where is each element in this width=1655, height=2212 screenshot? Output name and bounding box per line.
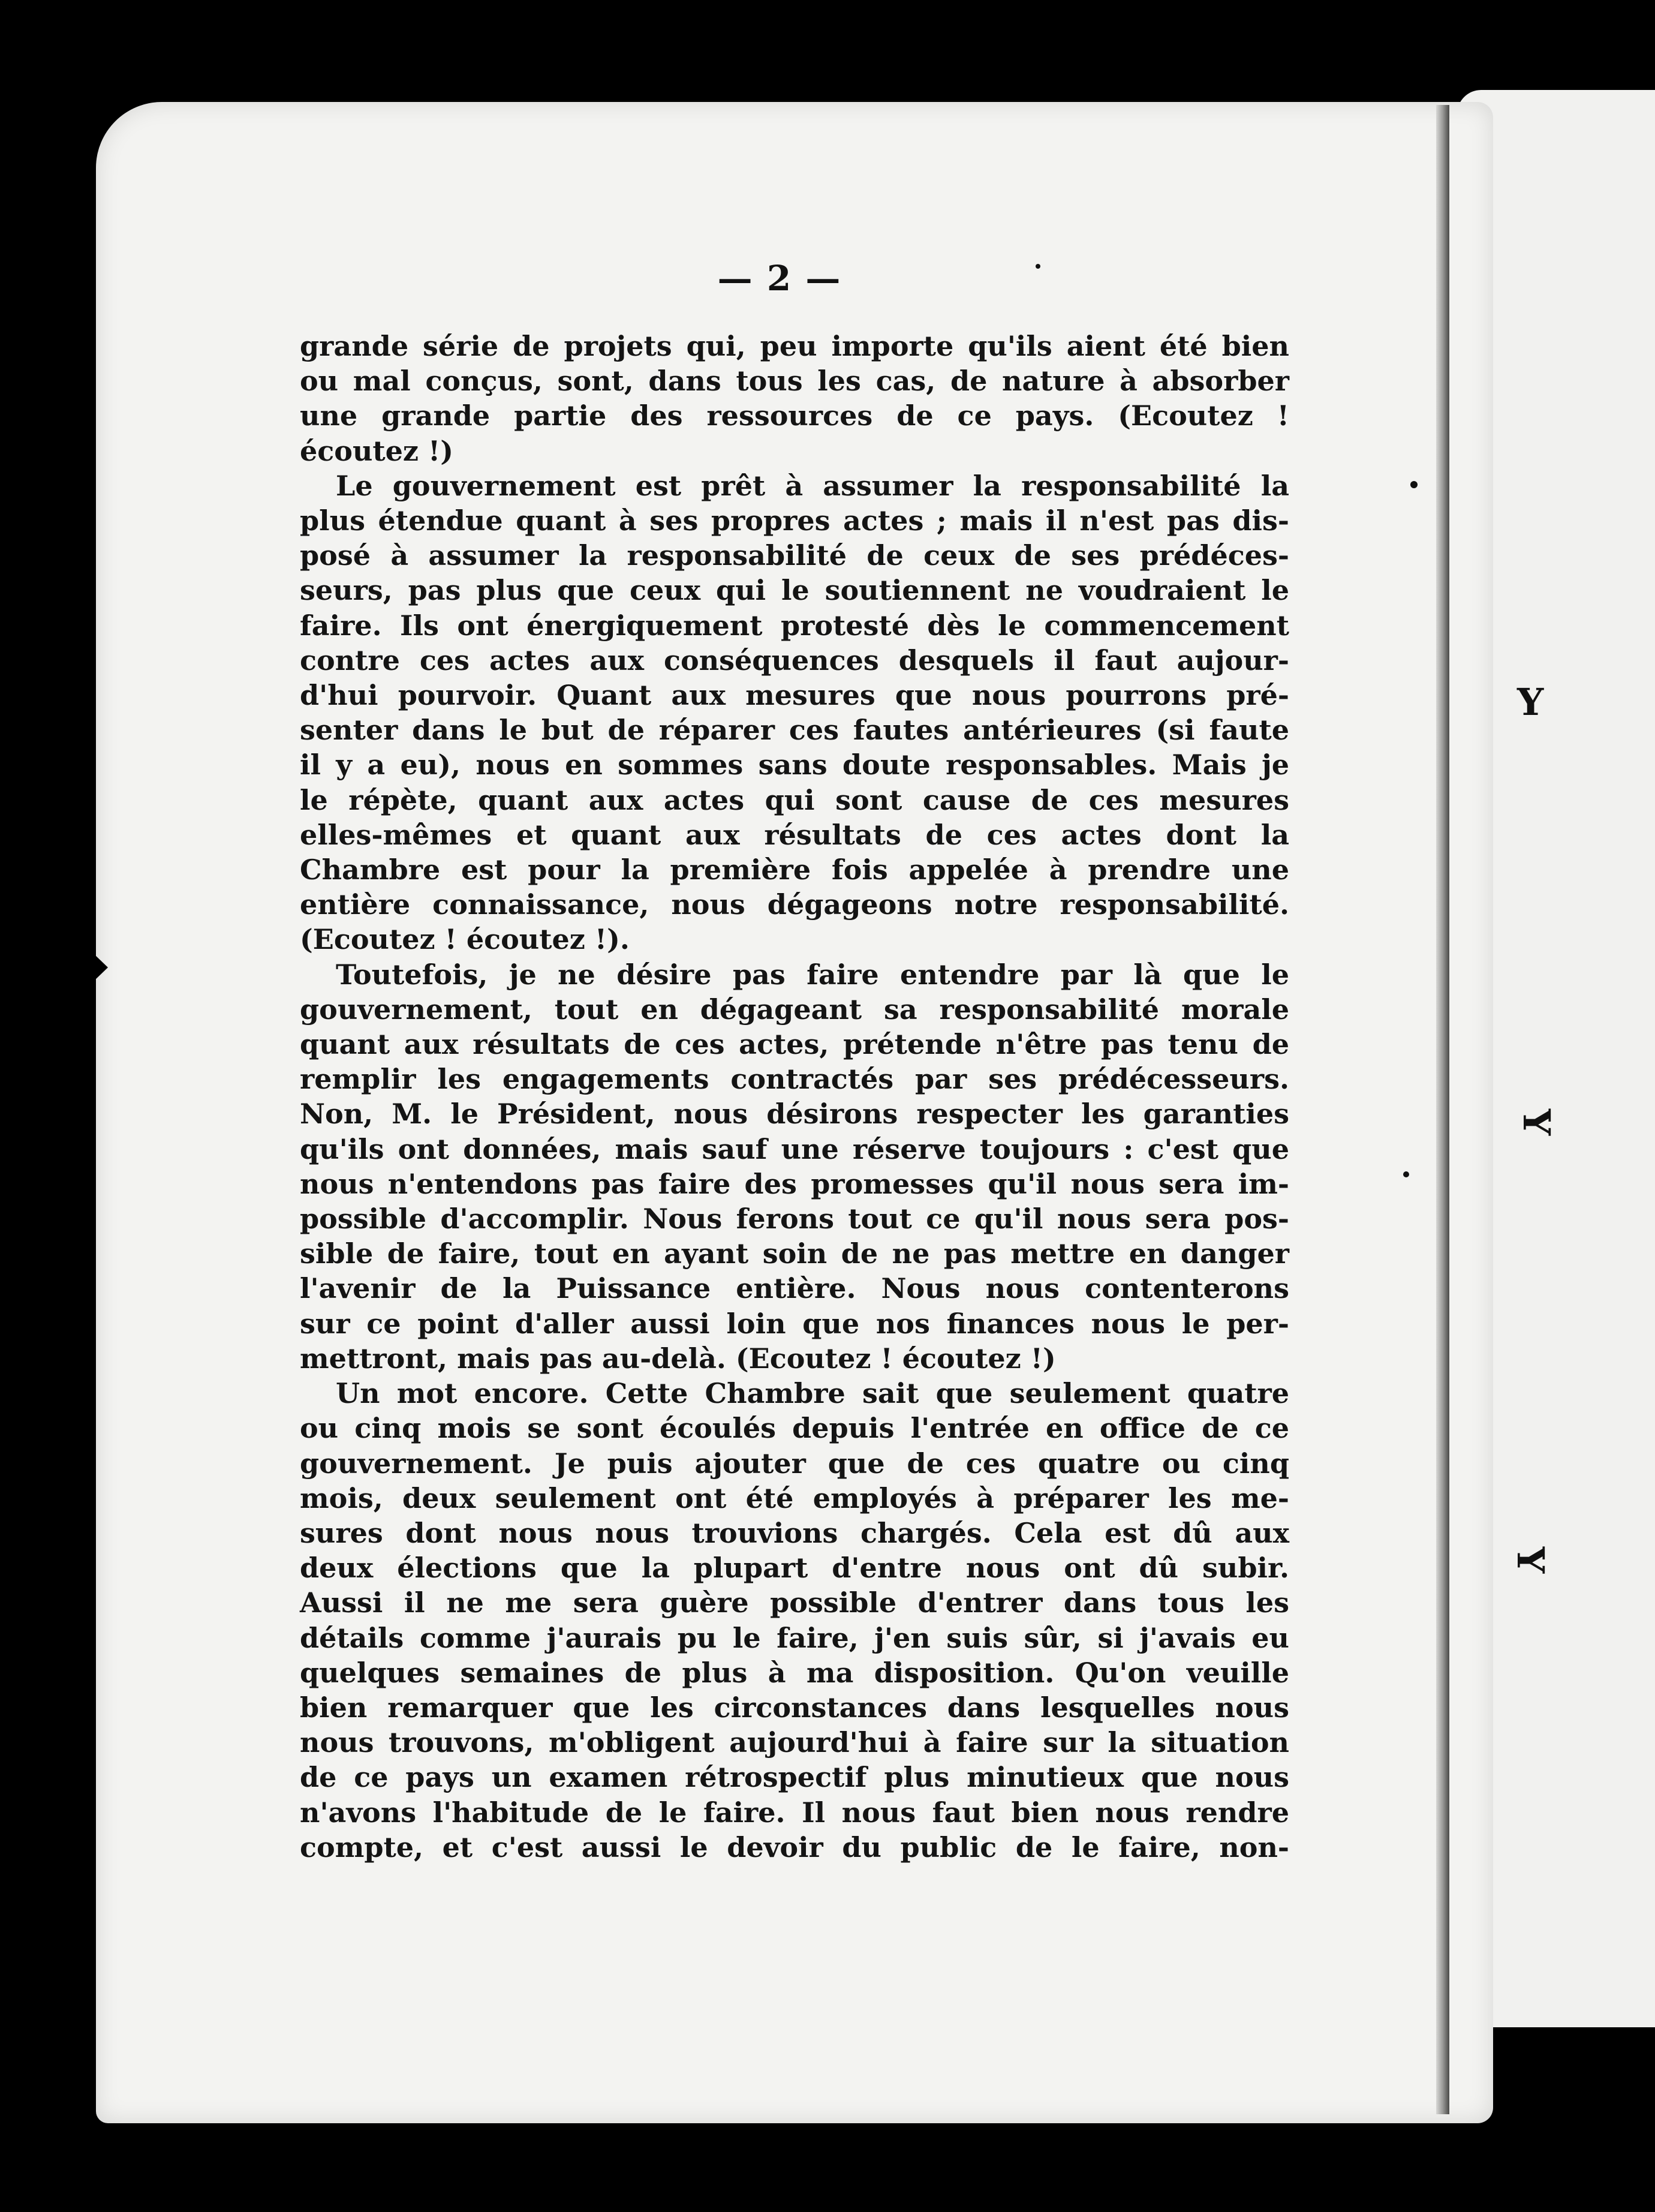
text-line: gouvernement. Je puis ajouter que de ces quatre ou cinq <box>300 1447 1289 1480</box>
text-line: deux élections que la plupart d'entre nous ont dû subir. <box>300 1552 1289 1585</box>
text-line: Le gouvernement est prêt à assumer la responsabilité la <box>336 469 1289 502</box>
text-line: il y a eu), nous en sommes sans doute responsables. Mais je <box>300 749 1289 782</box>
text-line: elles-mêmes et quant aux résultats de ces actes dont la <box>300 818 1289 851</box>
text-line: seurs, pas plus que ceux qui le soutiennent ne voudraient le <box>300 574 1289 607</box>
text-line: quelques semaines de plus à ma disposition. Qu'on veuille <box>300 1656 1289 1689</box>
text-line: n'avons l'habitude de le faire. Il nous faut bien nous rendre <box>300 1796 1289 1829</box>
text-line: entière connaissance, nous dégageons notre responsabilité. <box>300 888 1289 921</box>
text-line: contre ces actes aux conséquences desquels il faut aujour- <box>300 644 1289 677</box>
text-line: quant aux résultats de ces actes, prétende n'être pas tenu de <box>300 1028 1289 1061</box>
text-line: grande série de projets qui, peu importe qu'ils aient été bien <box>300 330 1289 362</box>
text-line: détails comme j'aurais pu le faire, j'en suis sûr, si j'avais eu <box>300 1621 1289 1654</box>
page-edge-notch <box>78 939 108 996</box>
text-line: possible d'accomplir. Nous ferons tout ce qu'il nous sera pos- <box>300 1203 1289 1236</box>
text-line: gouvernement, tout en dégageant sa responsabilité morale <box>300 993 1289 1026</box>
text-line: posé à assumer la responsabilité de ceux de ses prédéces- <box>300 539 1289 572</box>
text-line: l'avenir de la Puissance entière. Nous nous contenterons <box>300 1272 1289 1305</box>
facing-page-mark: Y <box>1515 1108 1559 1136</box>
text-line: Non, M. le Président, nous désirons respecter les garanties <box>300 1098 1289 1131</box>
text-line: nous trouvons, m'obligent aujourd'hui à faire sur la situation <box>300 1726 1289 1759</box>
facing-page-mark: Y <box>1509 1546 1553 1574</box>
text-line: compte, et c'est aussi le devoir du public de le faire, non- <box>300 1831 1289 1864</box>
text-line: plus étendue quant à ses propres actes ; mais il n'est pas dis- <box>300 504 1289 537</box>
text-line: ou mal conçus, sont, dans tous les cas, de nature à absorber <box>300 365 1289 398</box>
text-line: sible de faire, tout en ayant soin de ne pas mettre en danger <box>300 1237 1289 1270</box>
body-text <box>300 329 1289 1865</box>
speck <box>1036 264 1040 269</box>
text-line: sur ce point d'aller aussi loin que nos finances nous le per- <box>300 1307 1289 1340</box>
speck <box>1403 1171 1409 1177</box>
text-line: (Ecoutez ! écoutez !). <box>300 923 630 956</box>
text-line: une grande partie des ressources de ce pays. (Ecoutez ! <box>300 399 1289 432</box>
text-line: senter dans le but de réparer ces fautes antérieures (si faute <box>300 714 1289 747</box>
text-line: Un mot encore. Cette Chambre sait que seulement quatre <box>336 1377 1289 1410</box>
facing-page-mark: Y <box>1517 680 1544 724</box>
text-line: écoutez !) <box>300 434 454 467</box>
text-line: nous n'entendons pas faire des promesses qu'il nous sera im- <box>300 1167 1289 1200</box>
text-line: de ce pays un examen rétrospectif plus minutieux que nous <box>300 1761 1289 1794</box>
text-line: le répète, quant aux actes qui sont cause de ces mesures <box>300 783 1289 816</box>
text-line: Aussi il ne me sera guère possible d'entrer dans tous les <box>300 1586 1289 1619</box>
text-line: mettront, mais pas au-delà. (Ecoutez ! écoutez !) <box>300 1342 1056 1375</box>
text-line: d'hui pourvoir. Quant aux mesures que nous pourrons pré- <box>300 679 1289 712</box>
text-line: Chambre est pour la première fois appelée à prendre une <box>300 853 1289 886</box>
text-line: Toutefois, je ne désire pas faire entendre par là que le <box>336 958 1289 991</box>
text-line: ou cinq mois se sont écoulés depuis l'entrée en office de ce <box>300 1412 1289 1445</box>
page-number: — 2 — <box>717 258 842 299</box>
text-line: faire. Ils ont énergiquement protesté dès le commencement <box>300 609 1289 642</box>
text-line: qu'ils ont données, mais sauf une réserve toujours : c'est que <box>300 1132 1289 1165</box>
text-line: mois, deux seulement ont été employés à préparer les me- <box>300 1481 1289 1514</box>
text-line: sures dont nous nous trouvions chargés. Cela est dû aux <box>300 1516 1289 1549</box>
text-line: bien remarquer que les circonstances dans lesquelles nous <box>300 1691 1289 1724</box>
speck <box>1410 481 1418 488</box>
page-spine <box>1436 105 1449 2114</box>
text-line: remplir les engagements contractés par ses prédécesseurs. <box>300 1063 1289 1096</box>
